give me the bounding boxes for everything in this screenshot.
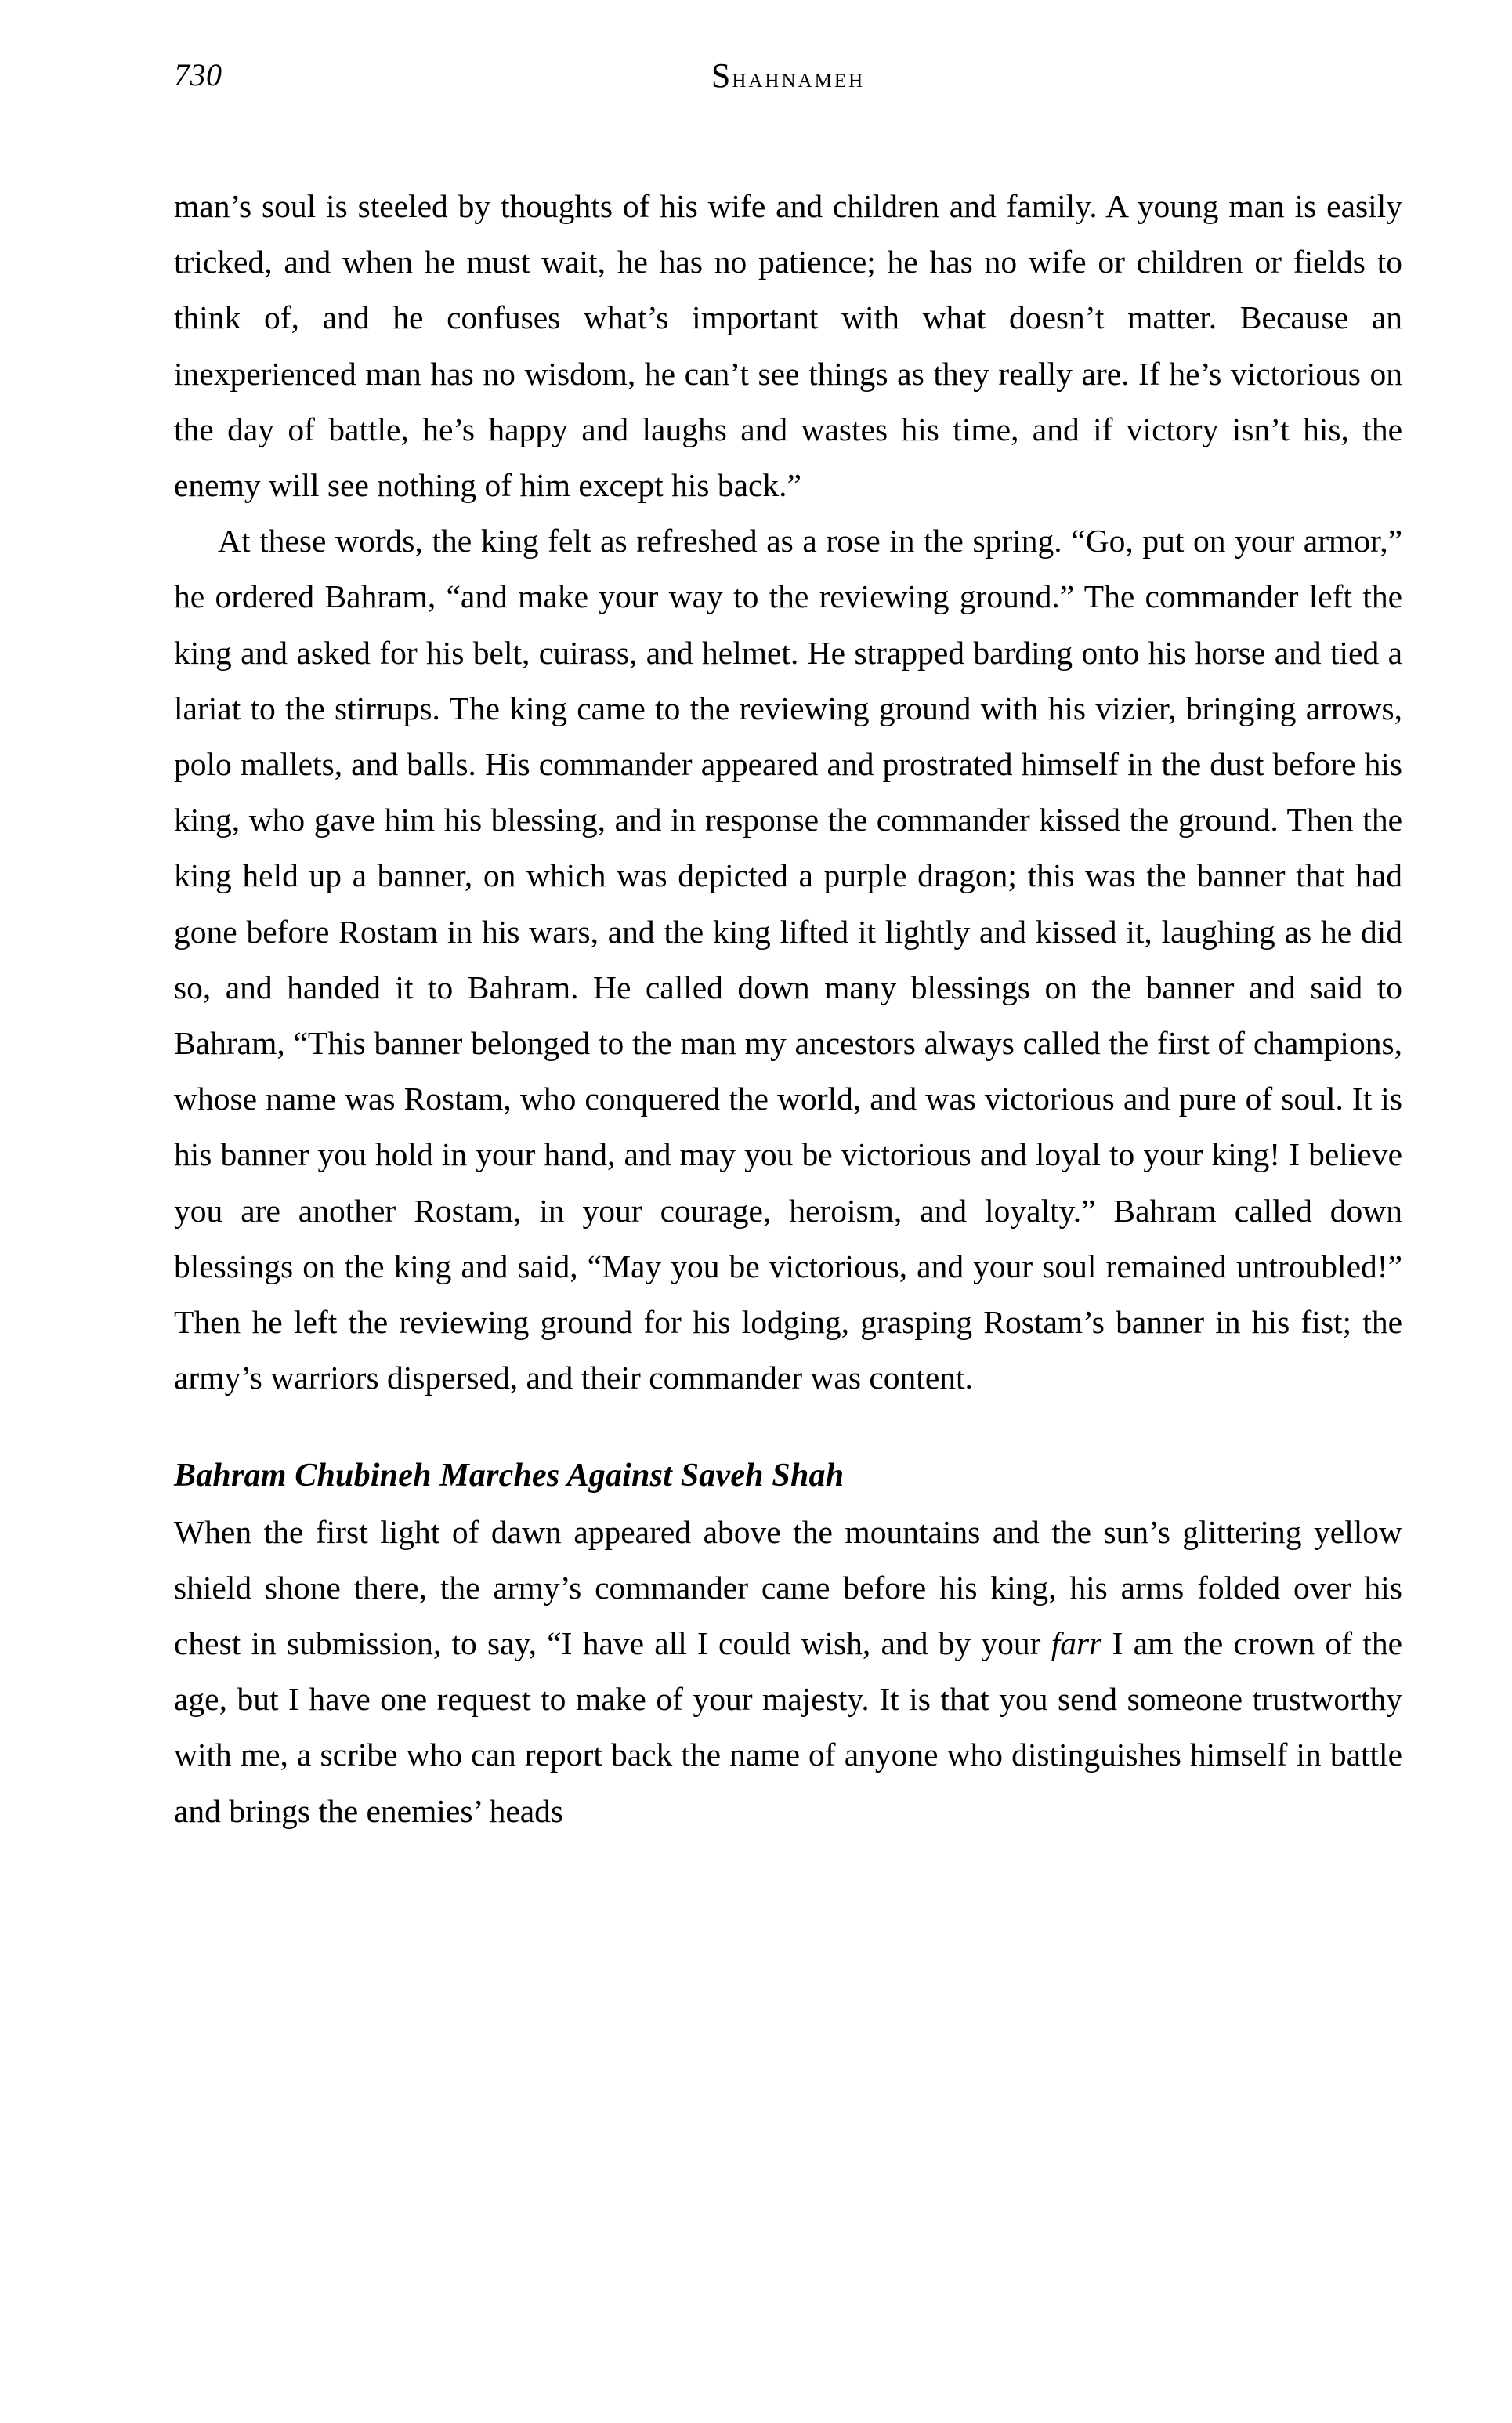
running-head-title [174,56,1402,97]
paragraph-dawn-march-text-after: I am the crown of the age, but I have one request to make of your majesty. It is that you send someone trustworthy with me, a scribe who can report back the name of anyone who distinguishes himself in battle and brings the enemies’ heads [174,1625,1402,1829]
paragraph-continuation: man’s soul is steeled by thoughts of his wife and children and family. A young man is easily tricked, and when he must wait, he has no patience; he has no wife or children or fields to think of, and he confuses what’s important with what doesn’t matter. Because an inexperienced man has no wisdom, he can’t see things as they really are. If he’s victorious on the day of battle, he’s happy and laughs and wastes his time, and if victory isn’t his, the enemy will see nothing of him except his back.” [174,188,1402,504]
section-heading: Bahram Chubineh Marches Against Saveh Shah [174,1458,845,1494]
page-number: 730 [174,57,222,92]
paragraph-king-refreshed: At these words, the king felt as refreshed as a rose in the spring. “Go, put on your armor,” he ordered Bahram, “and make your way to the reviewing ground.” The commander left the king and asked for his belt, cuirass, and helmet. He strapped barding onto his horse and tied a lariat to the stirrups. The king came to the reviewing ground with his vizier, bringing arrows, polo mallets, and balls. His commander appeared and prostrated himself in the dust before his king, who gave him his blessing, and in response the commander kissed the ground. Then the king held up a banner, on which was depicted a purple dragon; this was the banner that had gone before Rostam in his wars, and the king lifted it lightly and kissed it, laughing as he did so, and handed it to Bahram. He called down many blessings on the banner and said to Bahram, “This banner belonged to the man my ancestors always called the first of champions, whose name was Rostam, who conquered the world, and was victorious and pure of soul. It is his banner you hold in your hand, and may you be victorious and loyal to your king! I believe you are another Rostam, in your courage, heroism, and loyalty.” Bahram called down blessings on the king and said, “May you be victorious, and your soul remained untroubled!” Then he left the reviewing ground for his lodging, grasping Rostam’s banner in his fist; the army’s warriors dispersed, and their commander was content. [174,523,1402,1396]
heading-spacer [174,1406,1402,1448]
running-head [174,55,1402,102]
foreign-term-farr: farr [1051,1625,1102,1662]
text-block [174,179,1402,1839]
running-head-rest: hahnameh [732,62,866,93]
paragraph-dawn-march-text-before: When the first light of dawn appeared above the mountains and the sun’s glittering yellow shield shone there, the army’s commander came before his king, his arms folded over his chest in submission, to say, “I have all I could wish, and by your [174,1513,1402,1662]
paragraph-dawn-march [174,1505,1402,1839]
running-head-initial: S [711,56,732,95]
